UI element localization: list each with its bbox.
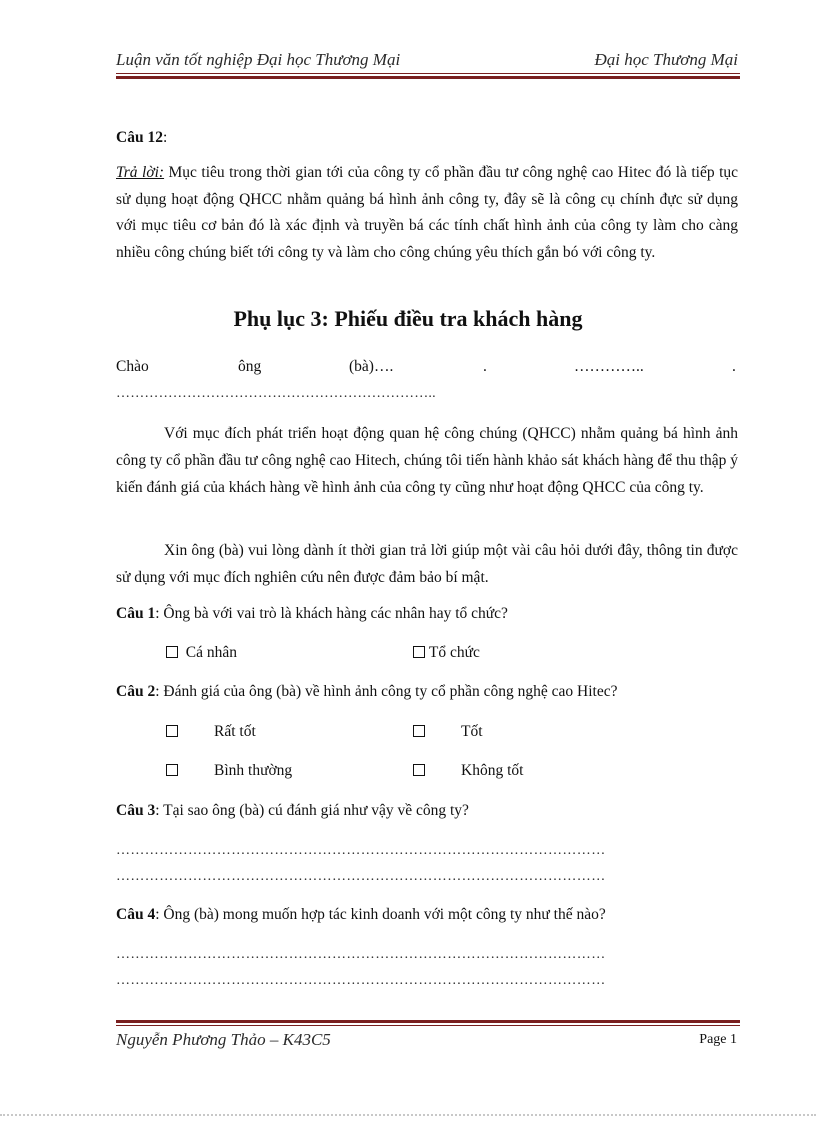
greeting-dots: ………………………………………………………….. bbox=[116, 386, 436, 401]
greeting-line bbox=[116, 358, 740, 378]
greeting-word-3: (bà)…. bbox=[349, 358, 394, 375]
question-12-answer bbox=[116, 160, 738, 266]
option-khong-tot-checkbox[interactable] bbox=[413, 762, 425, 780]
checkbox-icon[interactable] bbox=[166, 764, 178, 776]
page-bottom-border bbox=[0, 1114, 816, 1116]
question-2-label: Câu 2 bbox=[116, 683, 156, 700]
question-12-heading bbox=[116, 129, 167, 147]
header-title-left: Luận văn tốt nghiệp Đại học Thương Mại bbox=[116, 50, 401, 69]
question-12-label: Câu 12 bbox=[116, 129, 163, 146]
question-1-label: Câu 1 bbox=[116, 605, 156, 622]
checkbox-icon[interactable] bbox=[413, 646, 425, 658]
checkbox-icon[interactable] bbox=[413, 725, 425, 737]
greeting-word-2: ông bbox=[238, 358, 262, 375]
question-4-label: Câu 4 bbox=[116, 906, 156, 923]
option-rat-tot: Rất tốt bbox=[214, 723, 256, 740]
question-3-label: Câu 3 bbox=[116, 802, 156, 819]
answer-label: Trả lời: bbox=[116, 164, 165, 181]
option-rat-tot-checkbox[interactable] bbox=[166, 723, 178, 741]
footer-rule-thin bbox=[116, 1025, 740, 1026]
option-tot: Tốt bbox=[461, 723, 483, 740]
option-binh-thuong-checkbox[interactable] bbox=[166, 762, 178, 780]
option-to-chuc[interactable] bbox=[413, 644, 480, 662]
question-2-text: : Đánh giá của ông (bà) về hình ảnh công ty cổ phần công nghệ cao Hitec? bbox=[155, 683, 618, 700]
appendix-title: Phụ lục 3: Phiếu điều tra khách hàng bbox=[233, 306, 583, 331]
greeting-word-4: . bbox=[483, 358, 487, 375]
footer-author: Nguyễn Phương Thảo – K43C5 bbox=[116, 1030, 331, 1049]
question-3 bbox=[116, 802, 469, 820]
option-khong-tot: Không tốt bbox=[461, 762, 524, 779]
option-binh-thuong: Bình thường bbox=[214, 762, 293, 779]
greeting-word-1: Chào bbox=[116, 358, 149, 375]
answer-line[interactable]: ………………………………………………………………………………………… bbox=[116, 973, 606, 988]
question-4 bbox=[116, 906, 606, 924]
option-label: Cá nhân bbox=[185, 644, 237, 661]
checkbox-icon[interactable] bbox=[166, 646, 178, 658]
option-ca-nhan[interactable] bbox=[166, 644, 237, 662]
option-tot-checkbox[interactable] bbox=[413, 723, 425, 741]
answer-text: Mục tiêu trong thời gian tới của công ty cổ phần đầu tư công nghệ cao Hitec đó là tiếp tục sử dụng hoạt động QHCC nhằm quảng bá hình ảnh công ty, đây sẽ là công cụ chính đực sử dụng với mục tiêu cơ bản đó là xác định và truyền bá các tính chất hình ảnh của công ty làm cho càng nhiều công chúng biết tới công ty và làm cho công chúng yêu thích gắn bó với công ty. bbox=[116, 164, 738, 261]
header-title-right: Đại học Thương Mại bbox=[594, 50, 738, 69]
answer-line[interactable]: ………………………………………………………………………………………… bbox=[116, 869, 606, 884]
question-1-text: : Ông bà với vai trò là khách hàng các nhân hay tổ chức? bbox=[155, 605, 508, 622]
footer-rule-thick bbox=[116, 1020, 740, 1023]
intro-paragraph-2: Xin ông (bà) vui lòng dành ít thời gian trả lời giúp một vài câu hỏi dưới đây, thông tin được sử dụng với mục đích nghiên cứu nên được đảm bảo bí mật. bbox=[116, 542, 738, 586]
question-12-colon: : bbox=[162, 129, 168, 146]
checkbox-icon[interactable] bbox=[413, 764, 425, 776]
intro-paragraph-1: Với mục đích phát triển hoạt động quan hệ công chúng (QHCC) nhằm quảng bá hình ảnh công ty cổ phần đầu tư công nghệ cao Hitech, chúng tôi tiến hành khảo sát khách hàng để thu thập ý kiến đánh giá của khách hàng về hình ảnh của công ty cũng như hoạt động QHCC của công ty. bbox=[116, 425, 738, 496]
page-number: Page 1 bbox=[699, 1032, 737, 1047]
question-2 bbox=[116, 683, 617, 701]
answer-line[interactable]: ………………………………………………………………………………………… bbox=[116, 843, 606, 858]
header-rule-thick bbox=[116, 76, 740, 79]
greeting-word-6: . bbox=[732, 358, 736, 375]
question-4-text: : Ông (bà) mong muốn hợp tác kinh doanh với một công ty như thế nào? bbox=[155, 906, 606, 923]
checkbox-icon[interactable] bbox=[166, 725, 178, 737]
answer-line[interactable]: ………………………………………………………………………………………… bbox=[116, 947, 606, 962]
question-1 bbox=[116, 605, 508, 623]
greeting-word-5: ………….. bbox=[574, 358, 644, 375]
question-3-text: : Tại sao ông (bà) cú đánh giá như vậy về công ty? bbox=[155, 802, 469, 819]
header-rule-thin bbox=[116, 73, 740, 74]
option-label: Tổ chức bbox=[428, 644, 480, 661]
